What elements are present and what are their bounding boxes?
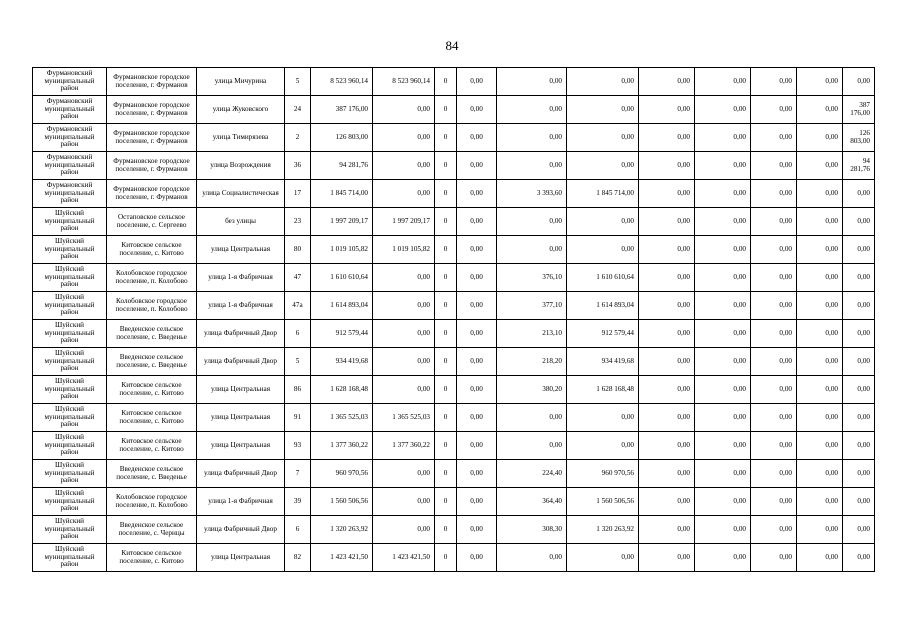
table-cell: 0,00 — [797, 236, 843, 264]
table-cell: 0,00 — [457, 236, 497, 264]
table-cell: 0 — [435, 180, 457, 208]
table-cell: 0 — [435, 264, 457, 292]
table-cell: 17 — [285, 180, 311, 208]
table-cell: 0,00 — [373, 124, 435, 152]
table-cell: 0,00 — [497, 236, 567, 264]
table-cell: улица Возрождения — [197, 152, 285, 180]
table-cell: 0,00 — [843, 376, 875, 404]
table-cell: 0,00 — [695, 544, 751, 572]
table-cell: 0,00 — [497, 96, 567, 124]
table-cell: 0,00 — [457, 516, 497, 544]
table-cell: улица Мичурина — [197, 68, 285, 96]
table-cell: 0,00 — [457, 488, 497, 516]
table-cell: 0,00 — [751, 432, 797, 460]
table-cell: 0 — [435, 208, 457, 236]
table-cell: 1 019 105,82 — [311, 236, 373, 264]
table-cell: 0,00 — [797, 264, 843, 292]
table-cell: Фурмановское городское поселение, г. Фурманов — [107, 96, 197, 124]
table-row — [33, 292, 875, 320]
table-cell: 0,00 — [751, 124, 797, 152]
table-cell: 0,00 — [695, 152, 751, 180]
table-row — [33, 348, 875, 376]
table-cell: улица 1-я Фабричная — [197, 292, 285, 320]
table-cell: 1 610 610,64 — [567, 264, 639, 292]
table-cell: 1 628 168,48 — [311, 376, 373, 404]
table-cell: 0 — [435, 124, 457, 152]
table-cell: 0 — [435, 152, 457, 180]
table-row — [33, 152, 875, 180]
table-cell: 1 365 525,03 — [373, 404, 435, 432]
table-cell: 0,00 — [695, 488, 751, 516]
table-cell: улица Фабричный Двор — [197, 460, 285, 488]
table-cell: 0,00 — [751, 236, 797, 264]
table-cell: 1 628 168,48 — [567, 376, 639, 404]
table-cell: 0,00 — [695, 68, 751, 96]
table-row — [33, 376, 875, 404]
table-cell: 0,00 — [751, 320, 797, 348]
table-cell: 1 845 714,00 — [311, 180, 373, 208]
table-cell: 0 — [435, 404, 457, 432]
table-row — [33, 68, 875, 96]
table-cell: улица Центральная — [197, 404, 285, 432]
table-cell: Шуйский муниципальный район — [33, 348, 107, 376]
table-cell: 0,00 — [373, 348, 435, 376]
table-cell: 0,00 — [497, 432, 567, 460]
table-cell: 0,00 — [751, 292, 797, 320]
table-cell: 0,00 — [639, 264, 695, 292]
table-cell: Фурмановское городское поселение, г. Фурманов — [107, 180, 197, 208]
table-cell: 0,00 — [751, 208, 797, 236]
table-cell: 0,00 — [373, 180, 435, 208]
table-cell: 0,00 — [751, 180, 797, 208]
table-cell: Введенское сельское поселение, с. Чернцы — [107, 516, 197, 544]
table-cell: Шуйский муниципальный район — [33, 460, 107, 488]
table-cell: 0,00 — [373, 264, 435, 292]
table-cell: 213,10 — [497, 320, 567, 348]
table-cell: 0,00 — [457, 208, 497, 236]
table-cell: 0,00 — [639, 124, 695, 152]
table-cell: Шуйский муниципальный район — [33, 292, 107, 320]
table-cell: 0,00 — [695, 320, 751, 348]
table-cell: улица Фабричный Двор — [197, 516, 285, 544]
table-cell: 6 — [285, 516, 311, 544]
table-cell: 0,00 — [695, 124, 751, 152]
table-cell: 0,00 — [497, 208, 567, 236]
table-cell: 23 — [285, 208, 311, 236]
table-cell: 0,00 — [457, 460, 497, 488]
table-cell: 0,00 — [843, 208, 875, 236]
table-cell: 0 — [435, 96, 457, 124]
table-cell: 0,00 — [639, 432, 695, 460]
table-cell: 0,00 — [695, 236, 751, 264]
table-cell: 0,00 — [639, 236, 695, 264]
table-cell: 0,00 — [797, 96, 843, 124]
table-row — [33, 208, 875, 236]
table-cell: 0,00 — [373, 152, 435, 180]
table-row — [33, 320, 875, 348]
table-cell: 0,00 — [373, 292, 435, 320]
table-cell: Введенское сельское поселение, с. Введенье — [107, 348, 197, 376]
table-cell: Шуйский муниципальный район — [33, 236, 107, 264]
table-cell: улица Тимирязева — [197, 124, 285, 152]
table-cell: 0 — [435, 516, 457, 544]
table-cell: 0,00 — [751, 516, 797, 544]
table-cell: 1 377 360,22 — [373, 432, 435, 460]
table-cell: 0,00 — [639, 348, 695, 376]
table-cell: 36 — [285, 152, 311, 180]
table-cell: 934 419,68 — [567, 348, 639, 376]
table-cell: 0,00 — [751, 152, 797, 180]
table-cell: Шуйский муниципальный район — [33, 208, 107, 236]
table-cell: 0,00 — [751, 96, 797, 124]
table-row — [33, 460, 875, 488]
table-cell: 377,10 — [497, 292, 567, 320]
table-cell: 2 — [285, 124, 311, 152]
table-cell: улица Фабричный Двор — [197, 320, 285, 348]
table-cell: 126 803,00 — [843, 124, 875, 152]
table-row — [33, 488, 875, 516]
table-cell: 1 560 506,56 — [567, 488, 639, 516]
table-cell: 0,00 — [751, 68, 797, 96]
table-row — [33, 544, 875, 572]
table-cell: 0,00 — [797, 544, 843, 572]
table-row — [33, 432, 875, 460]
table-cell: 364,40 — [497, 488, 567, 516]
table-cell: 0,00 — [843, 320, 875, 348]
table-cell: 0,00 — [567, 236, 639, 264]
table-cell: 0,00 — [457, 292, 497, 320]
table-cell: 0,00 — [695, 264, 751, 292]
table-cell: 380,20 — [497, 376, 567, 404]
table-cell: Фурмановский муниципальный район — [33, 180, 107, 208]
table-cell: Китовское сельское поселение, с. Китово — [107, 544, 197, 572]
table-cell: 0,00 — [457, 544, 497, 572]
table-cell: 0 — [435, 460, 457, 488]
table-cell: 1 614 893,04 — [311, 292, 373, 320]
table-cell: 94 281,76 — [843, 152, 875, 180]
table-cell: 376,10 — [497, 264, 567, 292]
table-cell: 0,00 — [567, 96, 639, 124]
table-cell: 1 997 209,17 — [373, 208, 435, 236]
table-cell: 0,00 — [843, 544, 875, 572]
table-cell: 0,00 — [695, 180, 751, 208]
table-cell: 1 610 610,64 — [311, 264, 373, 292]
table-cell: 1 365 525,03 — [311, 404, 373, 432]
table-row — [33, 236, 875, 264]
table-cell: 0,00 — [843, 264, 875, 292]
table-cell: без улицы — [197, 208, 285, 236]
table-cell: 0,00 — [695, 96, 751, 124]
table-cell: 0,00 — [843, 432, 875, 460]
table-cell: 5 — [285, 348, 311, 376]
table-cell: Колобовское городское поселение, п. Колобово — [107, 292, 197, 320]
table-cell: Фурмановское городское поселение, г. Фурманов — [107, 68, 197, 96]
table-cell: улица Жуковского — [197, 96, 285, 124]
table-cell: 0,00 — [797, 404, 843, 432]
table-cell: 912 579,44 — [567, 320, 639, 348]
table-cell: 126 803,00 — [311, 124, 373, 152]
table-cell: Китовское сельское поселение, с. Китово — [107, 376, 197, 404]
table-cell: 0,00 — [751, 264, 797, 292]
table-cell: 0 — [435, 320, 457, 348]
table-cell: 0,00 — [457, 152, 497, 180]
table-cell: Введенское сельское поселение, с. Введенье — [107, 320, 197, 348]
table-cell: улица 1-я Фабричная — [197, 264, 285, 292]
table-cell: 82 — [285, 544, 311, 572]
table-cell: 0 — [435, 348, 457, 376]
table-cell: 1 423 421,50 — [311, 544, 373, 572]
table-cell: 0,00 — [695, 432, 751, 460]
table-cell: 0,00 — [843, 404, 875, 432]
table-cell: 0,00 — [639, 544, 695, 572]
table-cell: 0,00 — [457, 376, 497, 404]
table-cell: 1 377 360,22 — [311, 432, 373, 460]
table-cell: 0,00 — [843, 488, 875, 516]
table-cell: 0,00 — [373, 516, 435, 544]
table-cell: 0,00 — [695, 348, 751, 376]
table-cell: 1 997 209,17 — [311, 208, 373, 236]
data-table — [32, 67, 875, 572]
table-cell: 0,00 — [695, 208, 751, 236]
table-cell: 0,00 — [639, 180, 695, 208]
table-cell: 1 320 263,92 — [567, 516, 639, 544]
table-cell: 0,00 — [797, 124, 843, 152]
table-cell: 934 419,68 — [311, 348, 373, 376]
table-cell: 912 579,44 — [311, 320, 373, 348]
table-cell: 47 — [285, 264, 311, 292]
table-cell: Шуйский муниципальный район — [33, 320, 107, 348]
table-cell: Фурмановский муниципальный район — [33, 152, 107, 180]
table-cell: 308,30 — [497, 516, 567, 544]
table-cell: улица 1-я Фабричная — [197, 488, 285, 516]
table-cell: 0,00 — [797, 432, 843, 460]
table-cell: 387 176,00 — [311, 96, 373, 124]
table-cell: 1 845 714,00 — [567, 180, 639, 208]
table-cell: 0,00 — [639, 152, 695, 180]
table-cell: 0,00 — [457, 124, 497, 152]
table-cell: 0,00 — [373, 488, 435, 516]
table-cell: 0,00 — [797, 488, 843, 516]
table-cell: 0,00 — [797, 460, 843, 488]
table-cell: 0,00 — [797, 292, 843, 320]
table-cell: 7 — [285, 460, 311, 488]
table-cell: 0,00 — [567, 404, 639, 432]
table-row — [33, 264, 875, 292]
table-cell: 0,00 — [567, 208, 639, 236]
table-cell: 0,00 — [497, 152, 567, 180]
table-cell: 224,40 — [497, 460, 567, 488]
table-cell: 0,00 — [751, 544, 797, 572]
table-cell: Шуйский муниципальный район — [33, 544, 107, 572]
table-row — [33, 96, 875, 124]
table-cell: 0,00 — [497, 544, 567, 572]
table-cell: 0,00 — [567, 152, 639, 180]
table-row — [33, 404, 875, 432]
table-cell: 0,00 — [843, 460, 875, 488]
table-cell: улица Центральная — [197, 236, 285, 264]
table-cell: 0 — [435, 376, 457, 404]
table-cell: 0,00 — [797, 516, 843, 544]
table-cell: Введенское сельское поселение, с. Введенье — [107, 460, 197, 488]
table-cell: 0,00 — [843, 236, 875, 264]
table-cell: 0,00 — [751, 348, 797, 376]
table-cell: 0,00 — [797, 208, 843, 236]
table-cell: 0,00 — [797, 320, 843, 348]
table-cell: Шуйский муниципальный район — [33, 432, 107, 460]
table-cell: 0,00 — [639, 68, 695, 96]
table-cell: 0,00 — [639, 96, 695, 124]
table-cell: Колобовское городское поселение, п. Колобово — [107, 488, 197, 516]
table-cell: 960 970,56 — [311, 460, 373, 488]
table-cell: 91 — [285, 404, 311, 432]
table-cell: 0,00 — [497, 124, 567, 152]
table-cell: Остаповское сельское поселение, с. Сергеево — [107, 208, 197, 236]
table-cell: 0,00 — [797, 180, 843, 208]
table-cell: 94 281,76 — [311, 152, 373, 180]
table-cell: 47а — [285, 292, 311, 320]
table-cell: 0,00 — [457, 404, 497, 432]
table-cell: 0,00 — [639, 320, 695, 348]
table-cell: Шуйский муниципальный район — [33, 404, 107, 432]
table-cell: 960 970,56 — [567, 460, 639, 488]
table-cell: 0 — [435, 488, 457, 516]
table-cell: 24 — [285, 96, 311, 124]
table-cell: 0,00 — [843, 292, 875, 320]
table-cell: 0,00 — [751, 488, 797, 516]
table-cell: улица Центральная — [197, 432, 285, 460]
table-cell: 0,00 — [695, 460, 751, 488]
table-cell: 80 — [285, 236, 311, 264]
table-cell: 0,00 — [567, 432, 639, 460]
table-cell: 0,00 — [797, 68, 843, 96]
table-cell: 3 393,60 — [497, 180, 567, 208]
table-cell: 1 423 421,50 — [373, 544, 435, 572]
table-cell: 0,00 — [373, 460, 435, 488]
table-cell: 0 — [435, 292, 457, 320]
table-body — [33, 68, 875, 572]
table-cell: 39 — [285, 488, 311, 516]
table-cell: 0 — [435, 544, 457, 572]
table-cell: 86 — [285, 376, 311, 404]
table-cell: 0,00 — [457, 320, 497, 348]
page-number: 84 — [445, 38, 459, 53]
table-cell: 0,00 — [695, 292, 751, 320]
table-cell: 0,00 — [639, 404, 695, 432]
table-cell: 0,00 — [567, 68, 639, 96]
table-cell: 0,00 — [843, 348, 875, 376]
table-cell: Фурмановский муниципальный район — [33, 124, 107, 152]
table-cell: 0,00 — [497, 68, 567, 96]
table-cell: 0,00 — [639, 376, 695, 404]
table-cell: Фурмановское городское поселение, г. Фурманов — [107, 152, 197, 180]
table-cell: 8 523 960,14 — [373, 68, 435, 96]
table-cell: 0,00 — [843, 68, 875, 96]
table-cell: 0,00 — [567, 124, 639, 152]
table-cell: 0,00 — [751, 460, 797, 488]
table-cell: 0,00 — [567, 544, 639, 572]
table-cell: 0,00 — [797, 348, 843, 376]
table-cell: 387 176,00 — [843, 96, 875, 124]
table-cell: 1 320 263,92 — [311, 516, 373, 544]
table-cell: 0,00 — [695, 516, 751, 544]
table-cell: 0,00 — [373, 376, 435, 404]
table-cell: 0,00 — [457, 432, 497, 460]
table-cell: Фурмановский муниципальный район — [33, 96, 107, 124]
table-cell: 0,00 — [457, 68, 497, 96]
table-cell: 0 — [435, 68, 457, 96]
table-cell: 0,00 — [797, 152, 843, 180]
table-cell: 0,00 — [695, 376, 751, 404]
table-cell: Шуйский муниципальный район — [33, 376, 107, 404]
table-cell: 6 — [285, 320, 311, 348]
table-cell: Китовское сельское поселение, с. Китово — [107, 236, 197, 264]
table-cell: Фурмановский муниципальный район — [33, 68, 107, 96]
table-cell: 0,00 — [639, 460, 695, 488]
table-cell: 1 019 105,82 — [373, 236, 435, 264]
table-cell: 0,00 — [639, 516, 695, 544]
table-row — [33, 124, 875, 152]
table-cell: 0 — [435, 432, 457, 460]
table-cell: 0,00 — [695, 404, 751, 432]
table-cell: 0,00 — [457, 180, 497, 208]
table-cell: 93 — [285, 432, 311, 460]
table-row — [33, 516, 875, 544]
table-cell: Китовское сельское поселение, с. Китово — [107, 404, 197, 432]
table-cell: 0,00 — [751, 404, 797, 432]
table-cell: улица Центральная — [197, 376, 285, 404]
table-cell: 218,20 — [497, 348, 567, 376]
table-cell: 0,00 — [639, 292, 695, 320]
table-cell: 0,00 — [497, 404, 567, 432]
table-cell: 0,00 — [843, 516, 875, 544]
table-cell: Шуйский муниципальный район — [33, 264, 107, 292]
table-cell: 0,00 — [639, 208, 695, 236]
table-cell: улица Социалистическая — [197, 180, 285, 208]
table-cell: 0 — [435, 236, 457, 264]
table-cell: Фурмановское городское поселение, г. Фурманов — [107, 124, 197, 152]
table-cell: Китовское сельское поселение, с. Китово — [107, 432, 197, 460]
table-row — [33, 180, 875, 208]
table-cell: 8 523 960,14 — [311, 68, 373, 96]
table-cell: 0,00 — [751, 376, 797, 404]
table-cell: 0,00 — [457, 348, 497, 376]
table-cell: Колобовское городское поселение, п. Колобово — [107, 264, 197, 292]
table-cell: улица Фабричный Двор — [197, 348, 285, 376]
table-cell: 0,00 — [843, 180, 875, 208]
table-cell: 1 560 506,56 — [311, 488, 373, 516]
table-cell: 0,00 — [457, 264, 497, 292]
table-cell: 0,00 — [639, 488, 695, 516]
table-cell: улица Центральная — [197, 544, 285, 572]
table-cell: 0,00 — [457, 96, 497, 124]
table-cell: 1 614 893,04 — [567, 292, 639, 320]
table-cell: Шуйский муниципальный район — [33, 516, 107, 544]
table-cell: 5 — [285, 68, 311, 96]
table-cell: 0,00 — [373, 96, 435, 124]
table-cell: Шуйский муниципальный район — [33, 488, 107, 516]
table-cell: 0,00 — [797, 376, 843, 404]
table-cell: 0,00 — [373, 320, 435, 348]
